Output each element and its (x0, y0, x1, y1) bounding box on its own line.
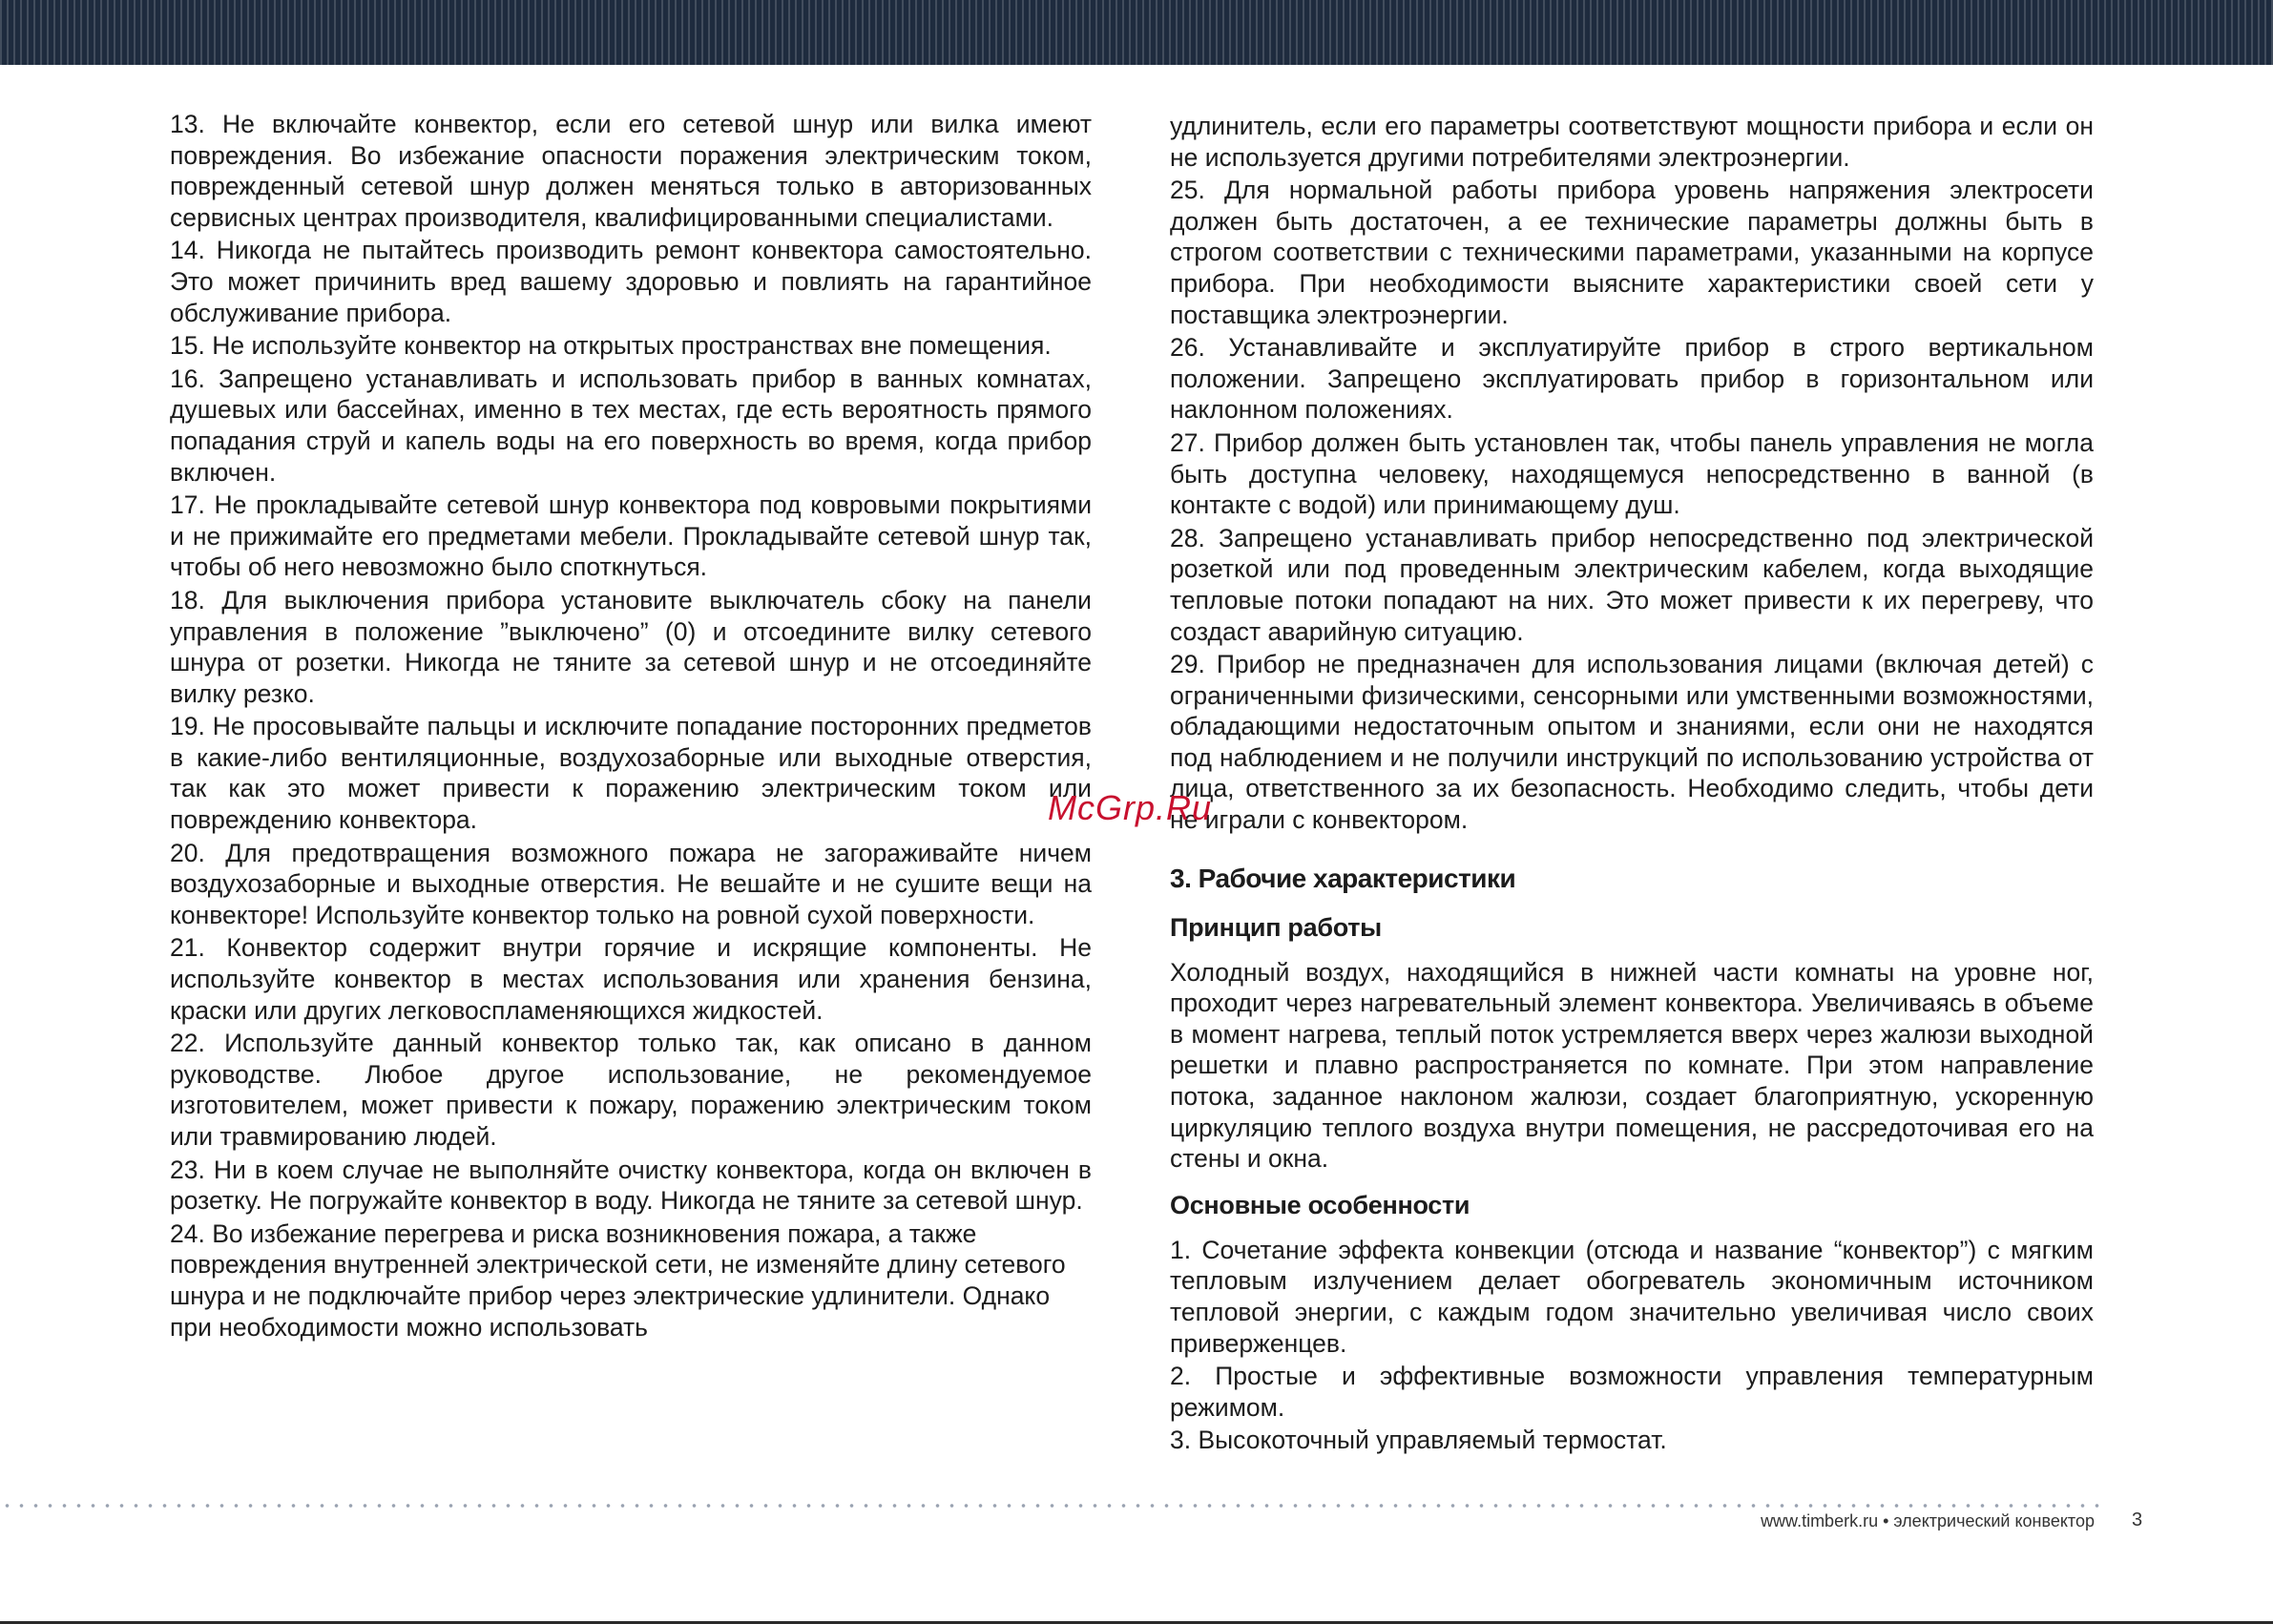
safety-item-20: 20. Для предотвращения возможного пожара не загораживайте ничем воздухозаборные и выходные отверстия. Не вешайте и не сушите вещи на конвекторе! Используйте конвектор только на ровной сухой поверхности. (170, 838, 1092, 929)
feature-item-1: 1. Сочетание эффекта конвекции (отсюда и название “конвектор”) с мягким тепловым излучением делает обогреватель экономичным источником тепловой энергии, с каждым годом значительно увеличивая число своих приверженцев. (1170, 1235, 2094, 1358)
page-number: 3 (2132, 1509, 2143, 1530)
safety-item-29: 29. Прибор не предназначен для использования лицами (включая детей) с ограниченными физическими, сенсорными или умственными возможностями, обладающими недостаточным опытом и знаниями, если они не находятся под наблюдением и не получили инструкций по использованию устройства от лица, ответственного за их безопасность. Необходимо следить, чтобы дети не играли с конвектором. (1170, 650, 2094, 835)
safety-item-14: 14. Никогда не пытайтесь производить ремонт конвектора самостоятельно. Это может причинить вред вашему здоровью и повлиять на гарантийное обслуживание прибора. (170, 236, 1092, 327)
safety-item-24-continuation: удлинитель, если его параметры соответствуют мощности прибора и если он не используется другими потребителями электроэнергии. (1170, 112, 2094, 172)
safety-item-17: 17. Не прокладывайте сетевой шнур конвектора под ковровыми покрытиями и не прижимайте его предметами мебели. Прокладывайте сетевой шнур так, чтобы об него невозможно было споткнуться. (170, 490, 1092, 582)
section-title-working-characteristics: 3. Рабочие характеристики (1170, 863, 1516, 893)
safety-item-25: 25. Для нормальной работы прибора уровень напряжения электросети должен быть достаточен, а ее технические параметры должны быть в строгом соответствии с техническими параметрами, указанными на корпусе прибора. При необходимости выясните характеристики своей сети у поставщика электроэнергии. (1170, 176, 2094, 329)
subtitle-operating-principle: Принцип работы (1170, 912, 1382, 942)
safety-item-18: 18. Для выключения прибора установите выключатель сбоку на панели управления в положение ”выключено” (0) и отсоедините вилку сетевого шнура от розетки. Никогда не тяните за сетевой шнур и не отсоединяйте вилку резко. (170, 585, 1092, 708)
safety-item-24: 24. Во избежание перегрева и риска возникновения пожара, а также повреждения внутренней электрической сети, не изменяйте длину сетевого шнура и не подключайте прибор через электрические удлинители. Однако при необходимости можно использовать (170, 1218, 1066, 1342)
feature-item-2: 2. Простые и эффективные возможности управления температурным режимом. (1170, 1362, 2094, 1422)
safety-item-21: 21. Конвектор содержит внутри горячие и искрящие компоненты. Не используйте конвектор в местах использования или хранения бензина, краски или других легковоспламеняющихся жидкостей. (170, 933, 1092, 1025)
left-text-column (170, 109, 1092, 1344)
safety-item-28: 28. Запрещено устанавливать прибор непосредственно под электрической розеткой или под проведенным электрическим кабелем, когда выходящие тепловые потоки попадают на них. Это может привести к их перегреву, что создаст аварийную ситуацию. (1170, 523, 2094, 646)
right-text-column (1170, 111, 2094, 1458)
feature-item-3: 3. Высокоточный управляемый термостат. (1170, 1426, 1667, 1455)
safety-item-23: 23. Ни в коем случае не выполняйте очистку конвектора, когда он включен в розетку. Не погружайте конвектор в воду. Никогда не тяните за сетевой шнур. (170, 1155, 1092, 1216)
subtitle-main-features: Основные особенности (1170, 1190, 1470, 1219)
operating-principle-text: Холодный воздух, находящийся в нижней части комнаты на уровне ног, проходит через нагревательный элемент конвектора. Увеличиваясь в объеме в момент нагрева, теплый поток устремляется вверх через жалюзи выходной решетки и плавно распространяется по комнате. При этом направление потока, заданное наклоном жалюзи, создает благоприятную, ускоренную циркуляцию теплого воздуха внутри помещения, не рассредоточивая его на стены и окна. (1170, 957, 2094, 1174)
safety-item-26: 26. Устанавливайте и эксплуатируйте прибор в строго вертикальном положении. Запрещено эксплуатировать прибор в горизонтальном или наклонном положениях. (1170, 333, 2094, 425)
watermark-text: McGrp.Ru (1048, 788, 1213, 827)
footer-site-label: www.timberk.ru • электрический конвектор (1761, 1511, 2095, 1530)
safety-item-27: 27. Прибор должен быть установлен так, чтобы панель управления не могла быть доступна человеку, находящемуся непосредственно в ванной (в контакте с водой) или принимающему душ. (1170, 427, 2094, 520)
header-stripe-bar (0, 0, 2273, 65)
safety-item-16: 16. Запрещено устанавливать и использовать прибор в ванных комнатах, душевых или бассейнах, именно в тех местах, где есть вероятность прямого попадания струй и капель воды на его поверхность во время, когда прибор включен. (170, 364, 1092, 487)
safety-item-19: 19. Не просовывайте пальцы и исключите попадание посторонних предметов в какие-либо вентиляционные, воздухозаборные или выходные отверстия, так как это может привести к поражению электрическим током или повреждению конвектора. (170, 712, 1092, 835)
footer-dotted-divider (0, 1504, 2109, 1508)
safety-item-15: 15. Не используйте конвектор на открытых пространствах вне помещения. (170, 331, 1052, 361)
safety-item-22: 22. Используйте данный конвектор только так, как описано в данном руководстве. Любое другое использование, не рекомендуемое изготовителем, может привести к пожару, поражению электрическим током или травмированию людей. (170, 1029, 1092, 1151)
safety-item-13: 13. Не включайте конвектор, если его сетевой шнур или вилка имеют повреждения. Во избежание опасности поражения электрическим током, поврежденный сетевой шнур должен меняться только в авторизованных сервисных центрах производителя, квалифицированными специалистами. (170, 110, 1092, 232)
